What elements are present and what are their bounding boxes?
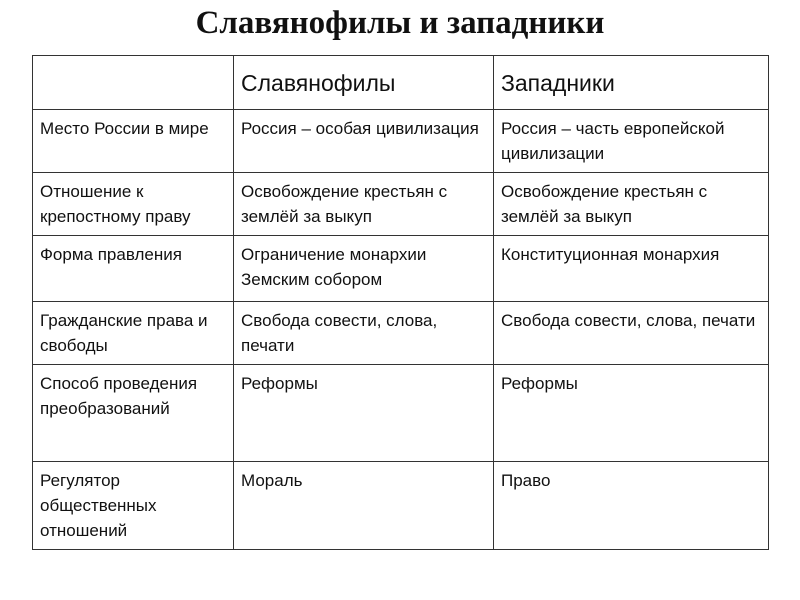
table-row [33, 462, 769, 550]
row-label-cell: Место России в мире [33, 110, 234, 173]
table-row [33, 173, 769, 236]
row-label-cell: Регулятор общественных отношений [33, 462, 234, 550]
westernizers-cell: Россия – часть европейской цивилизации [494, 110, 769, 173]
slavophiles-cell: Россия – особая цивилизация [234, 110, 494, 173]
slavophiles-cell: Мораль [234, 462, 494, 550]
slavophiles-cell: Реформы [234, 365, 494, 462]
row-label-cell: Способ проведения преобразований [33, 365, 234, 462]
row-label-cell: Гражданские права и свободы [33, 302, 234, 365]
header-cell-empty [33, 56, 234, 110]
westernizers-cell: Конституционная монархия [494, 236, 769, 302]
table-header-row [33, 56, 769, 110]
westernizers-cell: Освобождение крестьян с землёй за выкуп [494, 173, 769, 236]
table-row [33, 365, 769, 462]
slavophiles-cell: Свобода совести, слова, печати [234, 302, 494, 365]
slavophiles-cell: Освобождение крестьян с землёй за выкуп [234, 173, 494, 236]
table-row [33, 236, 769, 302]
westernizers-cell: Право [494, 462, 769, 550]
table-row [33, 302, 769, 365]
westernizers-cell: Свобода совести, слова, печати [494, 302, 769, 365]
comparison-table [32, 55, 769, 550]
table-row [33, 110, 769, 173]
slavophiles-cell: Ограничение монархии Земским собором [234, 236, 494, 302]
row-label-cell: Отношение к крепостному праву [33, 173, 234, 236]
header-cell-westernizers: Западники [494, 56, 769, 110]
row-label-cell: Форма правления [33, 236, 234, 302]
westernizers-cell: Реформы [494, 365, 769, 462]
slide-title: Славянофилы и западники [195, 5, 605, 41]
header-cell-slavophiles: Славянофилы [234, 56, 494, 110]
